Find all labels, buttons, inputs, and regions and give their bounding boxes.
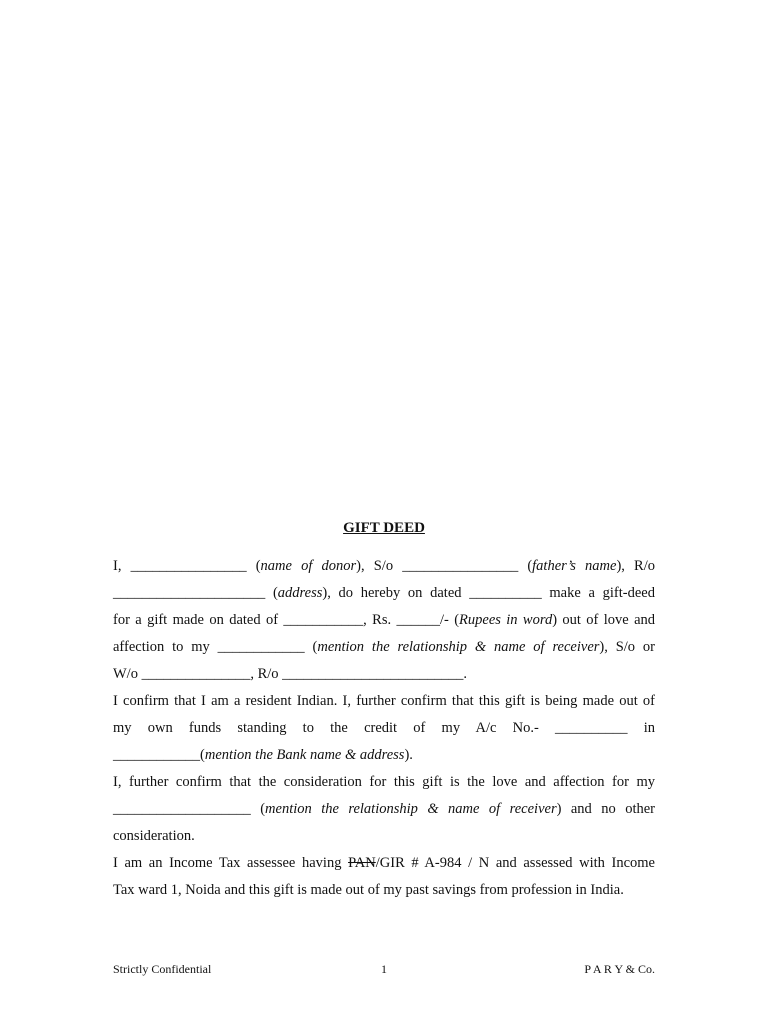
text-run: /GIR # A-984 / N and assessed with Income [375, 855, 655, 871]
text-run: ) and no other [556, 801, 655, 817]
text-line [113, 634, 655, 661]
text-line [113, 607, 655, 634]
text-line [113, 553, 655, 580]
text-line: I confirm that I am a resident Indian. I, further confirm that this gift is being made out of [113, 693, 655, 709]
placeholder-hint: mention the Bank name & address [204, 747, 405, 763]
text-run: I am an Income Tax assessee having [113, 855, 349, 871]
text-run: ). [404, 747, 413, 763]
placeholder-hint: name of donor [260, 558, 357, 574]
text-run: ), do hereby on dated __________ make a gift-deed [322, 585, 655, 601]
paragraph-resident-confirmation [113, 688, 655, 769]
placeholder-hint: Rupees in word [459, 612, 553, 628]
footer-firm-name: P A R Y & Co. [584, 962, 655, 976]
placeholder-hint: father’s name [532, 558, 617, 574]
text-line [113, 580, 655, 607]
paragraph-income-tax [113, 850, 655, 904]
text-run: for a gift made on dated of ___________, Rs. ______/- ( [113, 612, 460, 628]
text-line: I, further confirm that the consideration for this gift is the love and affection for my [113, 774, 655, 790]
footer-page-number: 1 [381, 962, 387, 976]
text-run: ), R/o [616, 558, 655, 574]
document-body [113, 553, 655, 904]
placeholder-hint: mention the relationship & name of receiver [265, 801, 557, 817]
text-run: _____________________ ( [113, 585, 278, 601]
text-line [113, 742, 655, 769]
page-footer [113, 962, 655, 978]
placeholder-hint: mention the relationship & name of receiver [317, 639, 600, 655]
placeholder-hint: address [277, 585, 323, 601]
text-run: ____________( [113, 747, 205, 763]
paragraph-donor-details [113, 553, 655, 688]
text-run: ), S/o ________________ ( [356, 558, 533, 574]
text-run: affection to my ____________ ( [113, 639, 318, 655]
text-line [113, 850, 655, 877]
paragraph-consideration [113, 769, 655, 850]
footer-confidential-label: Strictly Confidential [113, 962, 212, 976]
text-line: consideration. [113, 828, 195, 844]
text-line [113, 796, 655, 823]
text-line: Tax ward 1, Noida and this gift is made out of my past savings from profession in India. [113, 882, 624, 898]
struck-text: PAN [348, 855, 376, 871]
document-title: GIFT DEED [343, 520, 425, 536]
text-run: I, ________________ ( [113, 558, 261, 574]
text-run: ) out of love and [552, 612, 656, 628]
text-line: my own funds standing to the credit of my A/c No.- __________ in [113, 720, 655, 736]
text-run: ), S/o or [599, 639, 655, 655]
text-line: W/o _______________, R/o _________________________. [113, 666, 468, 682]
text-run: ___________________ ( [113, 801, 266, 817]
